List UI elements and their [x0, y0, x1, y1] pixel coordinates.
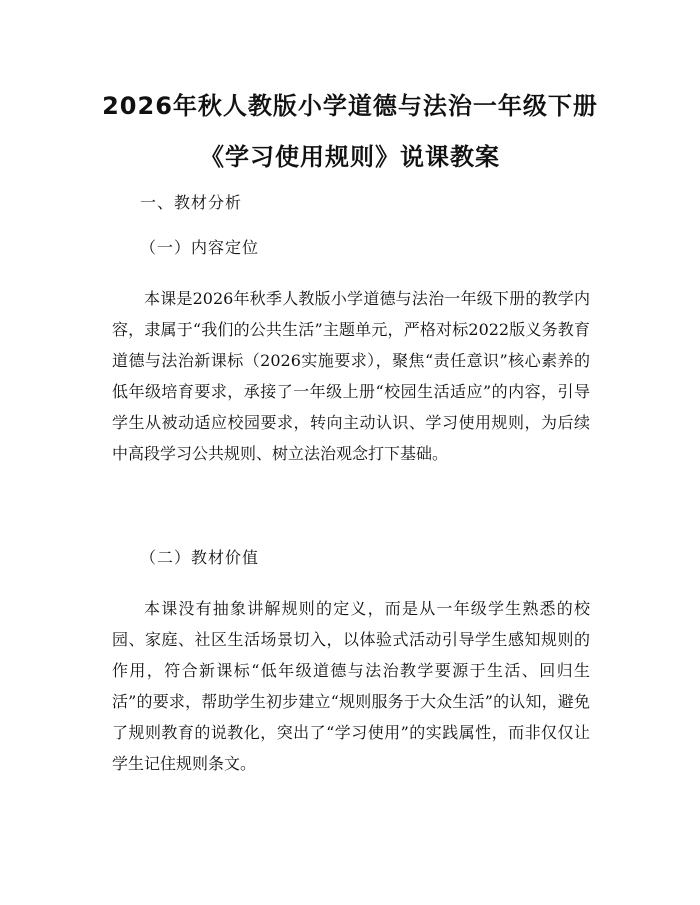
document-title-line-1: 2026年秋人教版小学道德与法治一年级下册	[102, 92, 598, 120]
paragraph-content-positioning: 本课是2026年秋季人教版小学道德与法治一年级下册的教学内容，隶属于“我们的公共生活”主题单元，严格对标2022版义务教育道德与法治新课标（2026实施要求），聚焦“责任意识”核心素养的低年级培育要求，承接了一年级上册“校园生活适应”的内容，引导学生从被动适应校园要求，转向主动认识、学习使用规则，为后续中高段学习公共规则、树立法治观念打下基础。	[112, 289, 590, 463]
paragraph-textbook-value: 本课没有抽象讲解规则的定义，而是从一年级学生熟悉的校园、家庭、社区生活场景切入，以体验式活动引导学生感知规则的作用，符合新课标“低年级道德与法治教学要源于生活、回归生活”的要求，帮助学生初步建立“规则服务于大众生活”的认知，避免了规则教育的说教化，突出了“学习使用”的实践属性，而非仅仅让学生记住规则条文。	[112, 599, 590, 773]
subsection-heading-textbook-value: （二）教材价值	[140, 548, 260, 567]
section-heading-textbook-analysis: 一、教材分析	[140, 193, 243, 212]
document-title-line-2: 《学习使用规则》说课教案	[200, 143, 500, 171]
subsection-heading-content-positioning: （一）内容定位	[140, 238, 260, 257]
